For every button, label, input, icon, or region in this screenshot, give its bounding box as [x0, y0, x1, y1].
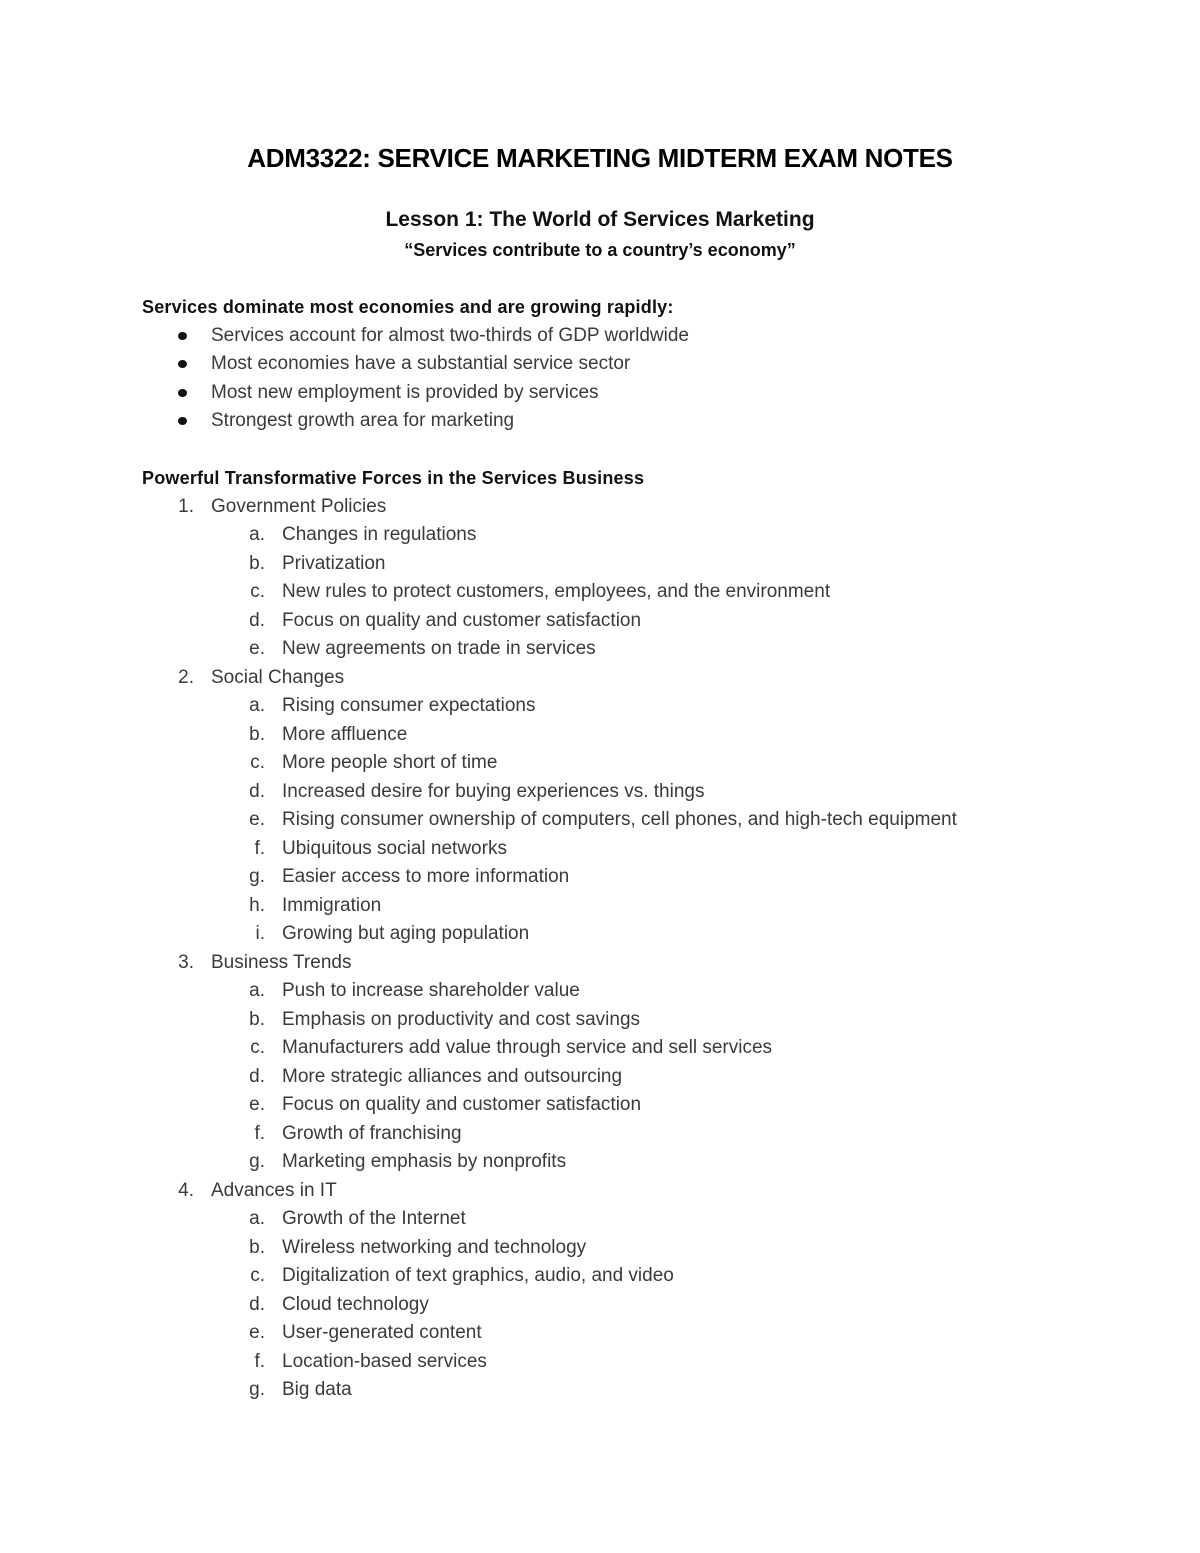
sub-item [142, 692, 1142, 721]
sub-item-text: More affluence [282, 723, 408, 745]
sub-item-text: User-generated content [282, 1322, 482, 1343]
sub-item-text: More people short of time [282, 752, 498, 773]
numbered-item-label: Social Changes [211, 666, 345, 688]
list-letter: e. [249, 638, 265, 659]
sub-item-text: Growth of the Internet [282, 1208, 466, 1229]
bullet-text: Services account for almost two-thirds of GDP worldwide [211, 324, 689, 346]
bullet-item [142, 350, 1142, 379]
bullet-icon [178, 360, 187, 368]
list-letter: c. [250, 581, 265, 602]
sub-item [142, 1120, 1142, 1149]
list-number: 2. [178, 666, 194, 688]
sub-item-text: Digitalization of text graphics, audio, and video [282, 1265, 674, 1286]
bullet-text: Strongest growth area for marketing [211, 410, 515, 431]
sub-item-text: Big data [282, 1379, 352, 1400]
sub-item-text: Focus on quality and customer satisfaction [282, 1094, 642, 1115]
list-letter: e. [249, 1322, 265, 1343]
list-letter: d. [249, 1065, 265, 1087]
numbered-item [142, 493, 1142, 522]
sub-item [142, 607, 1142, 636]
sub-item-text: Increased desire for buying experiences vs. things [282, 780, 705, 802]
sub-item-text: Privatization [282, 552, 386, 574]
sub-item [142, 1205, 1142, 1234]
list-letter: b. [249, 1236, 265, 1258]
sub-item-text: New agreements on trade in services [282, 638, 596, 659]
bullet-icon [178, 332, 187, 340]
list-letter: a. [249, 695, 265, 716]
sub-item-text: Rising consumer ownership of computers, cell phones, and high-tech equipment [282, 809, 957, 830]
sub-item-text: Location-based services [282, 1350, 487, 1372]
sub-item-text: Growing but aging population [282, 923, 530, 944]
sub-item [142, 1034, 1142, 1063]
bullet-text: Most economies have a substantial service sector [211, 353, 631, 374]
list-letter: c. [250, 752, 265, 773]
sub-item [142, 1291, 1142, 1320]
list-number: 3. [178, 951, 194, 973]
lesson-title: Lesson 1: The World of Services Marketing [385, 208, 815, 231]
sub-item-text: Rising consumer expectations [282, 695, 536, 716]
list-letter: g. [249, 866, 265, 887]
section-heading: Powerful Transformative Forces in the Services Business [142, 468, 645, 488]
bullet-item [142, 322, 1142, 351]
sub-item [142, 778, 1142, 807]
bullet-item [142, 379, 1142, 408]
sub-item [142, 835, 1142, 864]
sub-item [142, 1006, 1142, 1035]
sub-item-text: Push to increase shareholder value [282, 980, 580, 1001]
bullet-icon [178, 417, 187, 425]
sub-item [142, 749, 1142, 778]
sub-item [142, 1234, 1142, 1263]
sub-item [142, 1319, 1142, 1348]
list-letter: f. [254, 837, 265, 859]
section-services-dominate [142, 293, 1142, 436]
list-letter: g. [249, 1379, 265, 1400]
bullet-text: Most new employment is provided by services [211, 381, 599, 403]
list-letter: g. [249, 1151, 265, 1172]
list-letter: b. [249, 723, 265, 745]
list-letter: h. [249, 894, 265, 916]
sub-item [142, 892, 1142, 921]
numbered-item-label: Business Trends [211, 951, 352, 973]
numbered-item [142, 1177, 1142, 1206]
sub-item-text: Cloud technology [282, 1293, 429, 1315]
sub-item-text: Easier access to more information [282, 866, 570, 887]
list-letter: a. [249, 524, 265, 545]
sub-item [142, 1262, 1142, 1291]
sub-item-text: Emphasis on productivity and cost savings [282, 1008, 641, 1030]
list-letter: i. [255, 923, 265, 944]
list-letter: d. [249, 609, 265, 631]
sub-item [142, 806, 1142, 835]
sub-item [142, 721, 1142, 750]
list-letter: c. [250, 1265, 265, 1286]
sub-item [142, 550, 1142, 579]
sub-item [142, 977, 1142, 1006]
sub-item-text: Immigration [282, 894, 382, 916]
sub-item [142, 1063, 1142, 1092]
list-letter: f. [254, 1350, 265, 1372]
sub-item [142, 1091, 1142, 1120]
numbered-item [142, 949, 1142, 978]
sub-item [142, 1376, 1142, 1405]
sub-item-text: Manufacturers add value through service and sell services [282, 1037, 773, 1058]
section-heading: Services dominate most economies and are growing rapidly: [142, 297, 674, 317]
document-title: ADM3322: SERVICE MARKETING MIDTERM EXAM NOTES [247, 143, 953, 173]
section-transformative-forces [142, 464, 1142, 1405]
numbered-item-label: Government Policies [211, 495, 387, 517]
list-letter: b. [249, 1008, 265, 1030]
sub-item-text: Focus on quality and customer satisfaction [282, 609, 642, 631]
sub-item [142, 1348, 1142, 1377]
bullet-icon [178, 389, 187, 397]
sub-item [142, 863, 1142, 892]
numbered-item [142, 664, 1142, 693]
sub-item-text: More strategic alliances and outsourcing [282, 1065, 623, 1087]
list-number: 4. [178, 1179, 194, 1201]
list-number: 1. [178, 495, 194, 517]
list-letter: d. [249, 780, 265, 802]
list-letter: f. [254, 1122, 265, 1144]
lesson-quote: “Services contribute to a country’s economy” [404, 240, 796, 260]
bullet-item [142, 407, 1142, 436]
sub-item-text: Ubiquitous social networks [282, 837, 507, 859]
list-letter: a. [249, 980, 265, 1001]
list-letter: a. [249, 1208, 265, 1229]
sub-item [142, 578, 1142, 607]
sub-item-text: Growth of franchising [282, 1122, 462, 1144]
list-letter: b. [249, 552, 265, 574]
sub-item [142, 1148, 1142, 1177]
sub-item-text: New rules to protect customers, employees, and the environment [282, 581, 831, 602]
list-letter: e. [249, 1094, 265, 1115]
sub-item [142, 920, 1142, 949]
list-letter: d. [249, 1293, 265, 1315]
list-letter: c. [250, 1037, 265, 1058]
sub-item-text: Changes in regulations [282, 524, 477, 545]
numbered-item-label: Advances in IT [211, 1179, 337, 1201]
sub-item-text: Marketing emphasis by nonprofits [282, 1151, 567, 1172]
sub-item [142, 635, 1142, 664]
list-letter: e. [249, 809, 265, 830]
sub-item-text: Wireless networking and technology [282, 1236, 587, 1258]
sub-item [142, 521, 1142, 550]
